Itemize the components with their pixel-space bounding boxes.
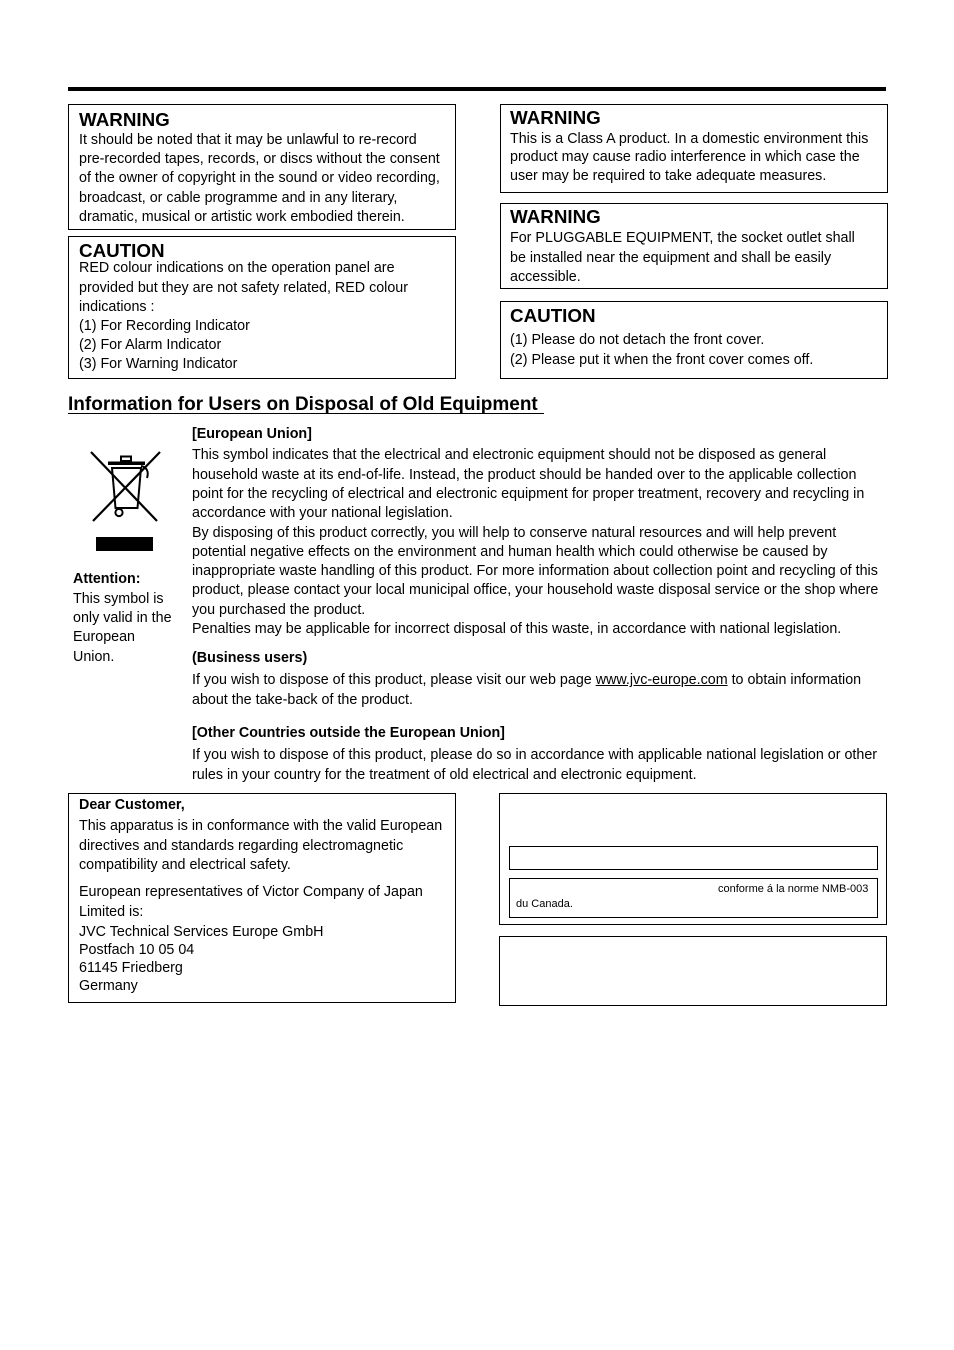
bin-lid [108,462,145,466]
attention-line: only valid in the [73,609,172,626]
bin-wheel [115,509,122,516]
european-union-paragraph [192,446,878,639]
pluggable-equipment-warning-box [500,203,888,289]
dear-customer-salutation: Dear Customer, [79,797,185,814]
pluggable-equipment-warning-text [510,229,887,287]
address-line: JVC Technical Services Europe GmbH [79,923,324,940]
european-union-line: point for the recycling of electrical and electronic equipment for proper treatment, recovery and recycling in [192,485,865,502]
disposal-text-column [192,425,878,785]
copyright-warning-line: dramatic, musical or artistic work embodied therein. [79,208,405,225]
address-line: Germany [79,977,138,994]
attention-note [73,570,172,666]
front-cover-caution-text [510,331,887,369]
attention-label: Attention: [73,571,141,588]
disposal-section-heading: Information for Users on Disposal of Old Equipment [68,397,544,414]
copyright-warning-title: WARNING [79,109,170,130]
european-union-line: This symbol indicates that the electrical and electronic equipment should not be disposed as general [192,447,827,464]
conformance-line: directives and standards regarding electromagnetic [79,837,404,854]
attention-line: This symbol is [73,590,164,607]
pluggable-equipment-warning-line: accessible. [510,268,581,285]
pluggable-equipment-warning-title: WARNING [510,206,601,227]
european-union-line: inappropriate waste handling of this product. For more information about collection point and recycling of this [192,563,878,580]
red-indicator-caution-box [68,236,456,379]
conformance-line: This apparatus is in conformance with the valid European [79,818,443,835]
attention-line: Union. [73,648,115,665]
conformance-statement [79,817,455,875]
business-users-text-after-link: to obtain information [727,672,862,689]
representative-statement [79,883,455,922]
other-countries-line: If you wish to dispose of this product, please do so in accordance with applicable national legislation or other [192,747,878,764]
crossed-out-wheelie-bin-icon [88,448,164,554]
european-union-line: product, please contact your local municipal office, your household waste disposal service or the shop where [192,582,879,599]
european-union-line: Penalties may be applicable for incorrect disposal of this waste, in accordance with national legislation. [192,621,842,637]
business-users-text-before-link: If you wish to dispose of this product, please visit our web page [192,672,596,689]
red-indicator-caution-line: (3) For Warning Indicator [79,356,238,373]
empty-notice-box [499,936,887,1006]
class-a-warning-line: user may be required to take adequate measures. [510,167,827,184]
red-indicator-caution-text [79,259,455,374]
address-line: 61145 Friedberg [79,959,183,976]
attention-line: European [73,629,136,646]
european-union-line: household waste at its end-of-life. Instead, the product should be handed over to the applicable collection [192,466,857,483]
front-cover-caution-title: CAUTION [510,305,596,326]
copyright-warning-box [68,104,456,230]
front-cover-caution-box [500,301,888,379]
european-union-line: you purchased the product. [192,601,366,618]
weee-bar-marker [96,537,153,551]
canada-french-line: conforme á la norme NMB-003 [718,882,869,895]
address-line: Postfach 10 05 04 [79,941,195,958]
european-union-line: potential negative effects on the environment and human health which could otherwise be caused by [192,543,828,560]
red-indicator-caution-line: indications : [79,298,155,315]
pluggable-equipment-warning-line: For PLUGGABLE EQUIPMENT, the socket outlet shall [510,230,855,247]
dear-customer-box [68,793,456,1003]
red-indicator-caution-line: RED colour indications on the operation panel are [79,260,395,277]
business-users-paragraph [192,671,878,710]
representative-line: European representatives of Victor Company of Japan [79,884,423,901]
red-indicator-caution-title: CAUTION [79,240,165,261]
class-a-warning-line: product may cause radio interference in which case the [510,149,860,166]
other-countries-paragraph [192,746,878,785]
copyright-warning-line: broadcast, or cable programme and in any literary, [79,189,398,206]
pluggable-equipment-warning-line: be installed near the equipment and shall be easily [510,249,832,266]
class-a-warning-title: WARNING [510,107,601,128]
european-union-line: accordance with your national legislation. [192,505,453,522]
european-union-line: By disposing of this product correctly, you will help to conserve natural resources and will help prevent [192,524,837,541]
class-a-warning-text [510,130,887,186]
business-users-heading: (Business users) [192,650,308,667]
copyright-warning-line: It should be noted that it may be unlawful to re-record [79,132,417,148]
red-indicator-caution-line: (2) For Alarm Indicator [79,337,222,354]
jvc-europe-link[interactable]: www.jvc-europe.com [595,672,728,689]
business-users-line: about the take-back of the product. [192,691,413,708]
copyright-warning-line: of the owner of copyright in the sound or video recording, [79,170,440,187]
business-users-line [192,671,878,690]
canada-french-line: du Canada. [516,897,573,910]
class-a-warning-line: This is a Class A product. In a domestic environment this [510,130,869,147]
red-indicator-caution-line: provided but they are not safety related, RED colour [79,279,409,296]
other-countries-line: rules in your country for the treatment of old electrical and electronic equipment. [192,766,697,783]
copyright-warning-text [79,131,455,227]
european-union-heading: [European Union] [192,426,312,443]
red-indicator-caution-line: (1) For Recording Indicator [79,318,250,335]
class-a-warning-box [500,104,888,193]
canada-notice-box [499,793,887,925]
bin-lid-handle [121,457,131,462]
front-cover-caution-line: (2) Please put it when the front cover comes off. [510,351,814,368]
representative-address [79,923,455,995]
other-countries-heading: [Other Countries outside the European Union] [192,725,505,742]
representative-line: Limited is: [79,903,144,920]
conformance-line: compatibility and electrical safety. [79,856,291,873]
canada-notice-french-box [509,878,878,918]
top-rule [68,87,886,91]
copyright-warning-line: pre-recorded tapes, records, or discs without the consent [79,151,440,168]
canada-notice-inner-box [509,846,878,870]
front-cover-caution-line: (1) Please do not detach the front cover. [510,332,765,349]
